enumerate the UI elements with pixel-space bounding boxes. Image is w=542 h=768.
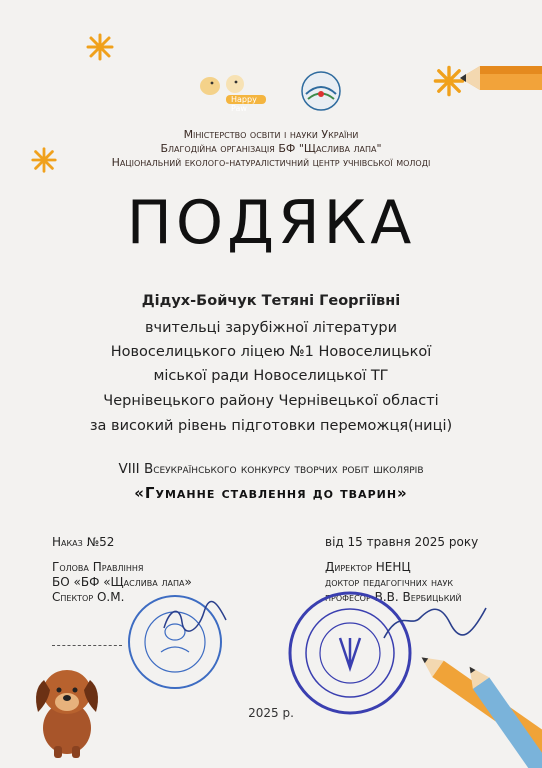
- left-signatory-org: БО «БФ «Щаслива лапа»: [52, 575, 192, 589]
- ecology-center-logo: [300, 70, 342, 112]
- order-number: Наказ №52: [52, 535, 115, 549]
- right-signatory-degree: доктор педагогічних наук: [325, 575, 454, 589]
- contest-title: «Гуманне ставлення до тварин»: [134, 484, 408, 502]
- recipient-line: міської ради Новоселицької ТГ: [153, 368, 389, 384]
- ministry-line: Міністерство освіти і науки України: [183, 128, 359, 141]
- signature-scribble: [160, 598, 230, 638]
- eco-center-line: Національний еколого-натуралістичний центр учнівської молоді: [111, 156, 431, 169]
- dog-illustration: [22, 650, 112, 760]
- happy-paw-logo: [190, 70, 268, 113]
- order-date: від 15 травня 2025 року: [325, 535, 479, 549]
- recipient-name: Дідух-Бойчук Тетяні Георгіївні: [141, 293, 401, 309]
- left-signatory-name: Спектор О.М.: [52, 590, 125, 604]
- year: 2025 р.: [248, 706, 294, 720]
- page-title: ПОДЯКА: [126, 188, 416, 258]
- charity-line: Благодійна організація БФ "Щаслива лапа": [160, 142, 382, 155]
- recipient-line: за високий рівень підготовки переможця(ниці): [89, 418, 453, 434]
- issuing-organizations: [0, 128, 542, 170]
- recipient-line: вчительці зарубіжної літератури: [144, 320, 398, 336]
- signature-line: [52, 645, 122, 646]
- happy-paw-logo-text: Happy Paw: [231, 95, 257, 113]
- left-signatory-position: Голова Правління: [52, 560, 144, 574]
- pencils-icon: [405, 640, 542, 768]
- star-icon: [85, 32, 115, 62]
- pencil-icon: [450, 58, 542, 98]
- right-signatory-position: Директор НЕНЦ: [325, 560, 411, 574]
- recipient-line: Чернівецького району Чернівецької області: [103, 393, 439, 409]
- right-signatory-name: професор В.В. Вербицький: [325, 590, 462, 604]
- recipient-line: Новоселицького ліцею №1 Новоселицької: [110, 344, 432, 360]
- contest-line: VIII Всеукраїнського конкурсу творчих робіт школярів: [118, 461, 424, 477]
